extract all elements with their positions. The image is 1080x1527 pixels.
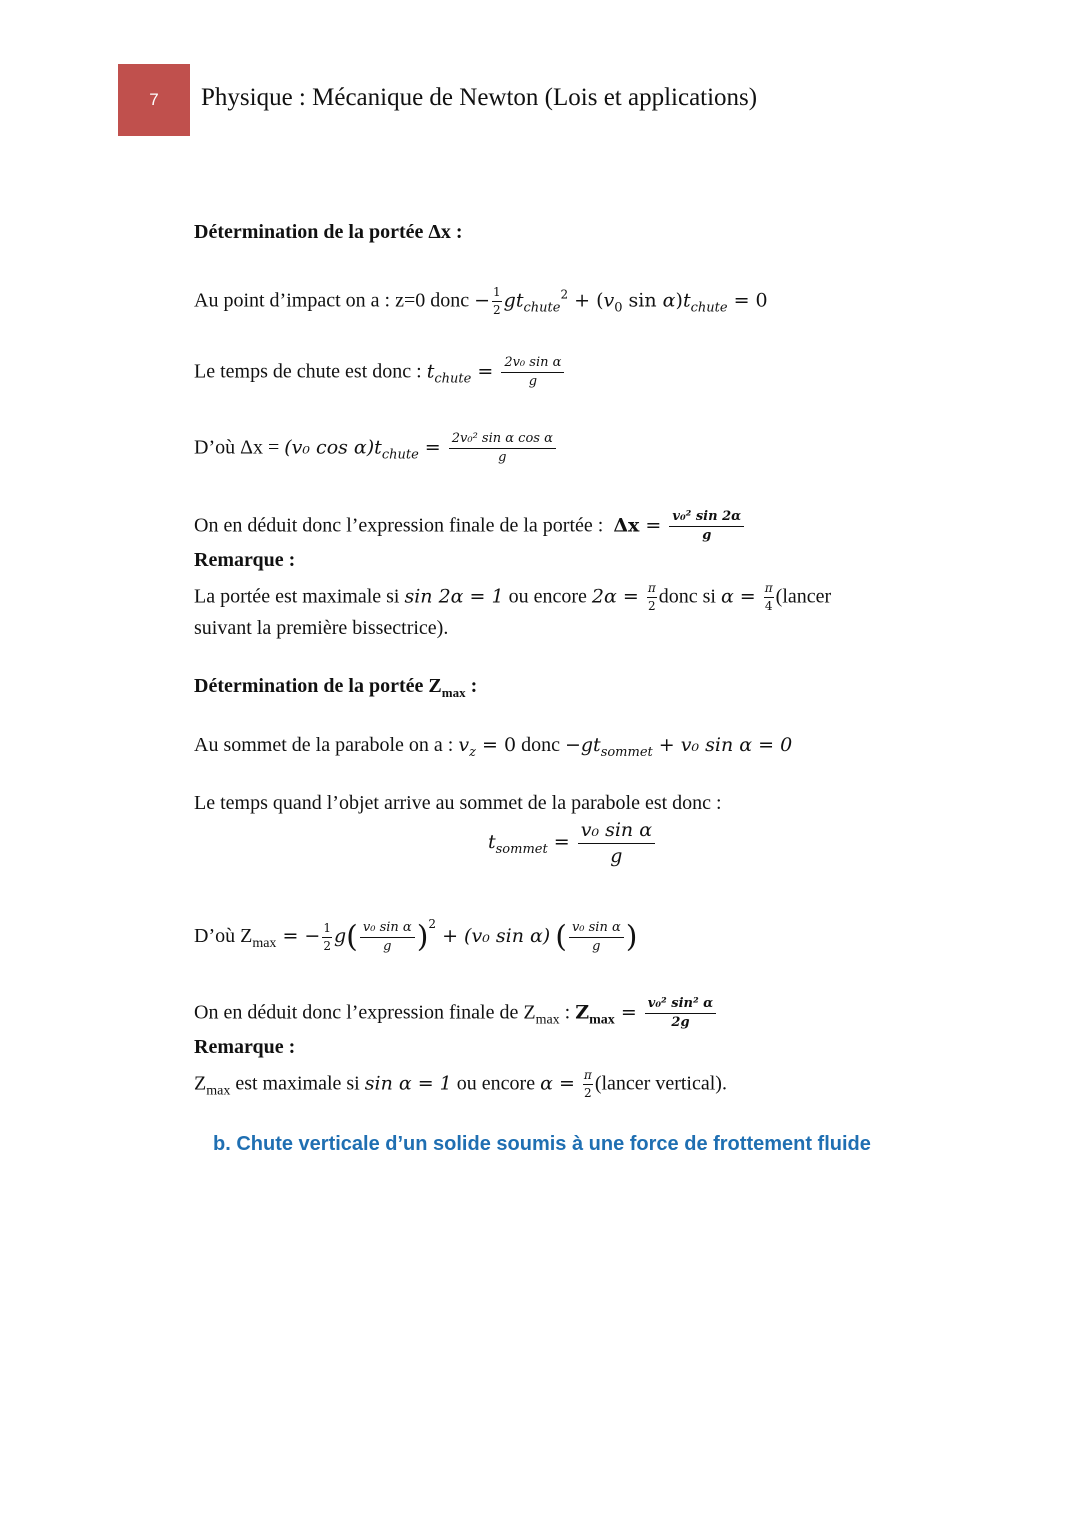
fraction-tsommet bbox=[578, 820, 655, 867]
dx-line bbox=[194, 432, 558, 466]
eq-lhs-sub: max bbox=[589, 1012, 615, 1028]
remark-label: Remarque : bbox=[194, 549, 296, 571]
fraction-dx bbox=[449, 432, 556, 466]
zmax-sub: max bbox=[252, 936, 277, 951]
eq-minus: − bbox=[474, 289, 491, 312]
heading-colon: : bbox=[465, 675, 478, 697]
fraction-vsin bbox=[360, 921, 415, 955]
fraction-pi-4 bbox=[764, 582, 774, 613]
eq-t: t bbox=[374, 436, 382, 459]
frac-den: 2g bbox=[671, 1015, 690, 1031]
remark-text: (lancer bbox=[775, 585, 832, 608]
eq-sq: 2 bbox=[560, 287, 569, 302]
fraction-half bbox=[322, 922, 332, 953]
frac-num: 1 bbox=[322, 922, 332, 938]
heading-text: Détermination de la portée Z bbox=[194, 675, 442, 697]
eq-zero: = 0 bbox=[727, 289, 768, 312]
eq-sub: sommet bbox=[495, 841, 548, 857]
zmax-text: D’où Z bbox=[194, 925, 253, 947]
eq-t: t bbox=[515, 289, 524, 312]
eq-close: ) bbox=[675, 289, 683, 312]
eq-t2: t bbox=[682, 289, 691, 312]
remark-text: ou encore bbox=[503, 585, 592, 608]
remark-text: (lancer vertical). bbox=[594, 1072, 727, 1095]
eq-alpha: α bbox=[662, 289, 676, 312]
frac-num: 2v₀² sin α cos α bbox=[449, 432, 556, 449]
eq-lhs: Δx bbox=[613, 514, 640, 537]
page-number: 7 bbox=[149, 90, 159, 109]
tsommet-text: Le temps quand l’objet arrive au sommet de la parabole est donc : bbox=[194, 792, 722, 814]
eq-sub: chute bbox=[434, 371, 472, 387]
frac-den: g bbox=[610, 844, 623, 867]
section-heading-zmax bbox=[194, 676, 477, 699]
final-text: On en déduit donc l’expression finale de la portée : bbox=[194, 514, 604, 537]
final-portee-line bbox=[194, 510, 746, 544]
sommet-text: Au sommet de la parabole on a : bbox=[194, 734, 454, 756]
frac-den: 4 bbox=[764, 599, 773, 614]
frac-den: 2 bbox=[323, 938, 331, 953]
fraction-pi-2 bbox=[583, 1069, 593, 1100]
eq-g: −g bbox=[564, 734, 594, 756]
frac-num: π bbox=[647, 582, 657, 598]
eq-t: t bbox=[488, 830, 496, 853]
frac-den: g bbox=[528, 374, 538, 390]
frac-num: v₀² sin² α bbox=[645, 997, 716, 1014]
eq-a: α = bbox=[720, 585, 762, 608]
eq-zero: = 0 bbox=[475, 734, 517, 756]
eq-a: α = bbox=[540, 1072, 581, 1095]
tchute-line bbox=[194, 356, 566, 390]
remark-zsub: max bbox=[206, 1083, 231, 1099]
tsommet-eq bbox=[488, 820, 657, 867]
frac-den: g bbox=[592, 938, 601, 954]
eq-sin: sin bbox=[622, 289, 663, 312]
final-sub: max bbox=[535, 1012, 560, 1028]
zmax-line bbox=[194, 918, 637, 954]
remark-portee-line2: suivant la première bissectrice). bbox=[194, 617, 449, 639]
frac-den: g bbox=[498, 450, 507, 466]
eq-sin2a: sin 2α = 1 bbox=[404, 585, 504, 608]
eq-sq: 2 bbox=[428, 917, 437, 931]
eq-lhs: Z bbox=[575, 1001, 590, 1024]
fraction-final-portee bbox=[669, 510, 744, 544]
eq-plus: + ( bbox=[568, 289, 604, 312]
page-number-badge bbox=[118, 64, 190, 136]
frac-den: 2 bbox=[647, 599, 656, 614]
sommet-line bbox=[194, 735, 792, 759]
remark-label-zmax: Remarque : bbox=[194, 1036, 296, 1058]
eq-lhs: (v₀ cos α) bbox=[284, 436, 375, 459]
fraction-vsin bbox=[569, 921, 624, 955]
remark-zmax-line bbox=[194, 1069, 727, 1100]
remark-text: La portée est maximale si bbox=[194, 585, 405, 608]
eq-sina: sin α = 1 bbox=[364, 1072, 452, 1095]
paren-open: ( bbox=[555, 919, 567, 955]
eq-t: t bbox=[593, 734, 601, 756]
eq-equals: = bbox=[471, 360, 500, 383]
fraction-tchute bbox=[501, 356, 564, 390]
eq-equals: = − bbox=[276, 925, 321, 947]
paren-close: ) bbox=[625, 919, 638, 955]
frac-num: π bbox=[583, 1069, 593, 1085]
frac-den: g bbox=[383, 938, 392, 954]
frac-num: v₀ sin α bbox=[360, 921, 415, 938]
fraction-final-zmax bbox=[645, 997, 716, 1031]
frac-num: v₀² sin 2α bbox=[669, 510, 744, 527]
eq-equals: = bbox=[639, 514, 668, 537]
remark-portee-line1 bbox=[194, 582, 831, 613]
dx-text: D’où Δx = bbox=[194, 436, 280, 459]
paren-open: ( bbox=[346, 919, 358, 955]
eq-vsub: 0 bbox=[614, 300, 623, 316]
eq-sub: chute bbox=[381, 447, 419, 463]
page-header-title: Physique : Mécanique de Newton (Lois et applications) bbox=[201, 84, 758, 111]
frac-den: 2 bbox=[584, 1086, 592, 1101]
eq-sub: sommet bbox=[600, 745, 653, 760]
eq-2a: 2α = bbox=[591, 585, 645, 608]
final-text: On en déduit donc l’expression finale de Z bbox=[194, 1001, 536, 1024]
frac-num: 1 bbox=[492, 286, 502, 302]
tchute-text: Le temps de chute est donc : bbox=[194, 360, 422, 383]
eq-equals: = bbox=[547, 830, 576, 853]
frac-num: v₀ sin α bbox=[578, 820, 655, 844]
remark-text: est maximale si bbox=[230, 1072, 365, 1095]
paren-close: ) bbox=[416, 919, 429, 955]
eq-v: v bbox=[458, 734, 470, 756]
impact-text: Au point d’impact on a : z=0 donc bbox=[194, 289, 470, 312]
remark-z: Z bbox=[194, 1072, 207, 1095]
frac-num: 2v₀ sin α bbox=[501, 356, 564, 373]
fraction-half bbox=[492, 286, 502, 317]
final-colon: : bbox=[559, 1001, 576, 1024]
section-heading-portee: Détermination de la portée Δx : bbox=[194, 221, 463, 243]
eq-equals: = bbox=[418, 436, 447, 459]
frac-num: π bbox=[764, 582, 774, 598]
frac-num: v₀ sin α bbox=[569, 921, 624, 938]
remark-text: donc si bbox=[658, 585, 721, 608]
final-zmax-line bbox=[194, 997, 718, 1031]
remark-text: ou encore bbox=[451, 1072, 541, 1095]
heading-sub: max bbox=[441, 685, 466, 700]
eq-equals: = bbox=[614, 1001, 643, 1024]
eq-g: g bbox=[334, 925, 347, 947]
eq-v: v bbox=[603, 289, 615, 312]
eq-g: g bbox=[503, 289, 516, 312]
frac-den: 2 bbox=[493, 303, 501, 318]
eq-t: t bbox=[426, 360, 435, 383]
fraction-pi-2 bbox=[647, 582, 657, 613]
section-heading-chute-verticale: b. Chute verticale d’un solide soumis à une force de frottement fluide bbox=[213, 1133, 871, 1155]
eq-rest: + v₀ sin α = 0 bbox=[652, 734, 793, 756]
eq-vsub: z bbox=[469, 745, 476, 760]
eq-sub: chute bbox=[523, 300, 561, 316]
impact-line bbox=[194, 286, 768, 317]
eq-plus: + (v₀ sin α) bbox=[436, 925, 551, 947]
eq-sub2: chute bbox=[690, 300, 728, 316]
frac-den: g bbox=[702, 528, 712, 544]
donc-text: donc bbox=[516, 734, 565, 756]
